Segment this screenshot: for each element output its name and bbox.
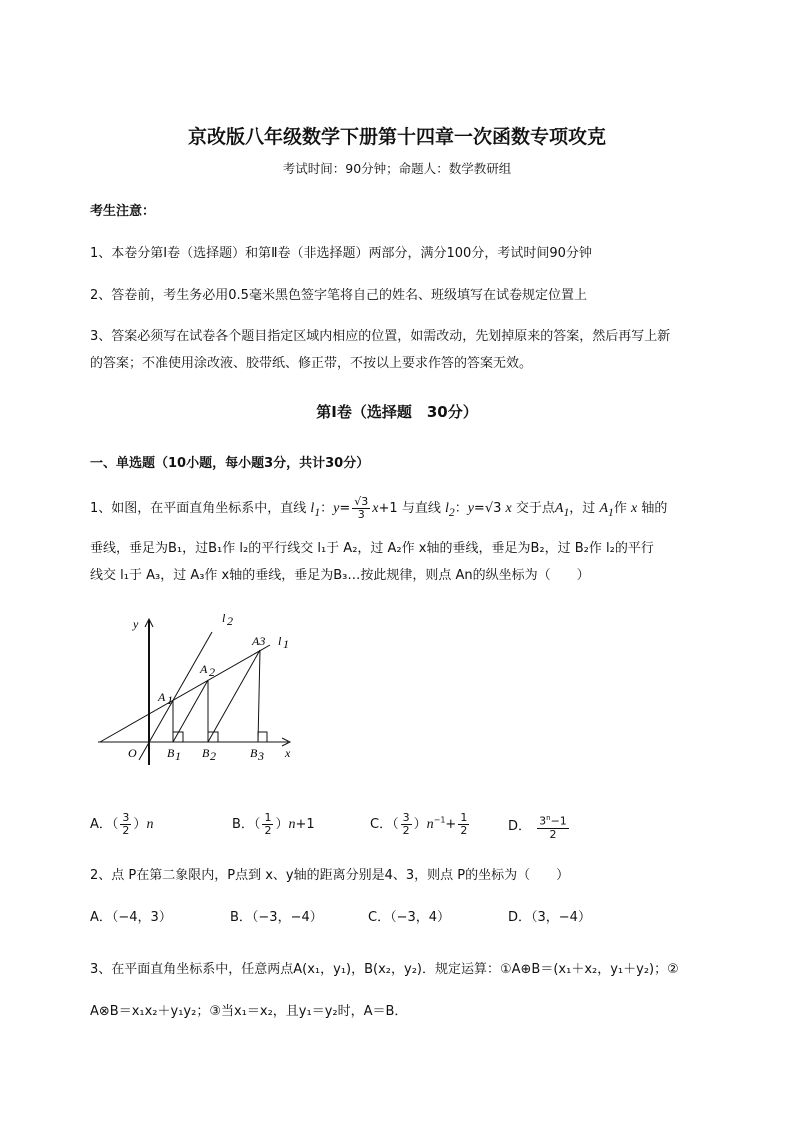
q1-option-b[interactable]: B．（ $\frac{1}{2}$ ）n+1 <box>232 811 315 837</box>
subscript: 3 <box>258 749 264 763</box>
option-label: A． <box>90 817 112 832</box>
q3-line1: 3、在平面直角坐标系中，任意两点A(x₁，y₁)，B(x₂，y₂)．规定运算：①A⊕B＝(x₁＋x₂，y₁＋y₂)；② <box>90 962 679 977</box>
option-label: D． <box>508 818 532 834</box>
q1-text: 作 <box>613 501 627 516</box>
subscript: 1 <box>283 637 289 651</box>
q1-text: 交于点 <box>515 501 555 516</box>
label-b2: B <box>202 746 210 760</box>
q1-line1: 1、如图，在平面直角坐标系中，直线 $l_1$：y= $\frac{√3}{3}$ x+1 与直线 $l_2$：y=√3 x 交于点$A_1$，过 $A_1$作 x 轴的 <box>90 495 668 521</box>
subscript: 2 <box>210 749 216 763</box>
q1-line2: 垂线，垂足为B₁，过B₁作 l₂的平行线交 l₁于 A₂，过 A₂作 x轴的垂线，垂足为B₂，过 B₂作 l₂的平行 <box>90 541 654 556</box>
q2-option-c[interactable]: C．（−3，4） <box>368 910 451 925</box>
exam-info: 考试时间：90分钟；命题人：数学教研组 <box>282 161 512 176</box>
q1-text: 与直线 <box>401 501 441 516</box>
q1-text: 1、如图，在平面直角坐标系中，直线 <box>90 501 307 516</box>
label-l1: l <box>278 634 282 648</box>
subscript: 1 <box>167 693 173 707</box>
notice-item: 1、本卷分第Ⅰ卷（选择题）和第Ⅱ卷（非选择题）两部分，满分100分，考试时间90分钟 <box>90 246 592 261</box>
section-title: 一、单选题（10小题，每小题3分，共计30分） <box>90 456 370 471</box>
q1-text: 轴的 <box>641 501 668 516</box>
notice-item: 的答案；不准使用涂改液、胶带纸、修正带，不按以上要求作答的答案无效。 <box>90 356 533 371</box>
label-x: x <box>285 746 291 760</box>
label-l2: l <box>222 611 226 625</box>
option-label: B． <box>232 817 254 832</box>
option-label: C． <box>370 817 393 832</box>
page-title: 京改版八年级数学下册第十四章一次函数专项攻克 <box>187 126 606 148</box>
q2-option-a[interactable]: A．（−4，3） <box>90 910 172 925</box>
q1-figure <box>90 605 305 770</box>
q1-option-d[interactable]: D． $\frac{3^n-1}{2}$ <box>508 814 567 841</box>
label-b3: B <box>250 746 258 760</box>
q1-option-a[interactable]: A．（ $\frac{3}{2}$ ）n <box>90 811 154 837</box>
q1-text: ，过 <box>569 501 596 516</box>
q2-text: 2、点 P在第二象限内，P点到 x、y轴的距离分别是4、3，则点 P的坐标为（ ） <box>90 868 570 883</box>
label-b1: B <box>167 746 175 760</box>
notice-item: 2、答卷前，考生务必用0.5毫米黑色签字笔将自己的姓名、班级填写在试卷规定位置上 <box>90 288 587 303</box>
notice-heading: 考生注意： <box>90 204 156 219</box>
line-l1 <box>100 645 270 742</box>
subscript: 1 <box>175 749 181 763</box>
subscript: 2 <box>209 665 215 679</box>
label-a1: A <box>158 690 166 704</box>
fraction: $\frac{√3}{3}$ <box>354 495 369 521</box>
part-title: 第Ⅰ卷（选择题 30分） <box>316 403 478 421</box>
subscript: 2 <box>227 614 233 628</box>
label-a2: A <box>200 662 208 676</box>
q2-option-b[interactable]: B．（−3，−4） <box>230 910 323 925</box>
label-a3: A3 <box>252 634 266 648</box>
label-origin: O <box>128 746 137 760</box>
q2-option-d[interactable]: D．（3，−4） <box>508 910 591 925</box>
q1-option-c[interactable]: C．（ $\frac{3}{2}$ ）$n^{-1}+$ $\frac{1}{2}$ <box>370 811 468 837</box>
label-y: y <box>133 617 139 631</box>
notice-item: 3、答案必须写在试卷各个题目指定区域内相应的位置，如需改动，先划掉原来的答案，然后再写上新 <box>90 329 671 344</box>
q3-line2: A⊗B＝x₁x₂＋y₁y₂；③当x₁＝x₂，且y₁＝y₂时，A＝B． <box>90 1004 408 1019</box>
q1-line3: 线交 l₁于 A₃，过 A₃作 x轴的垂线，垂足为B₃…按此规律，则点 An的纵坐标为（ ） <box>90 568 590 583</box>
